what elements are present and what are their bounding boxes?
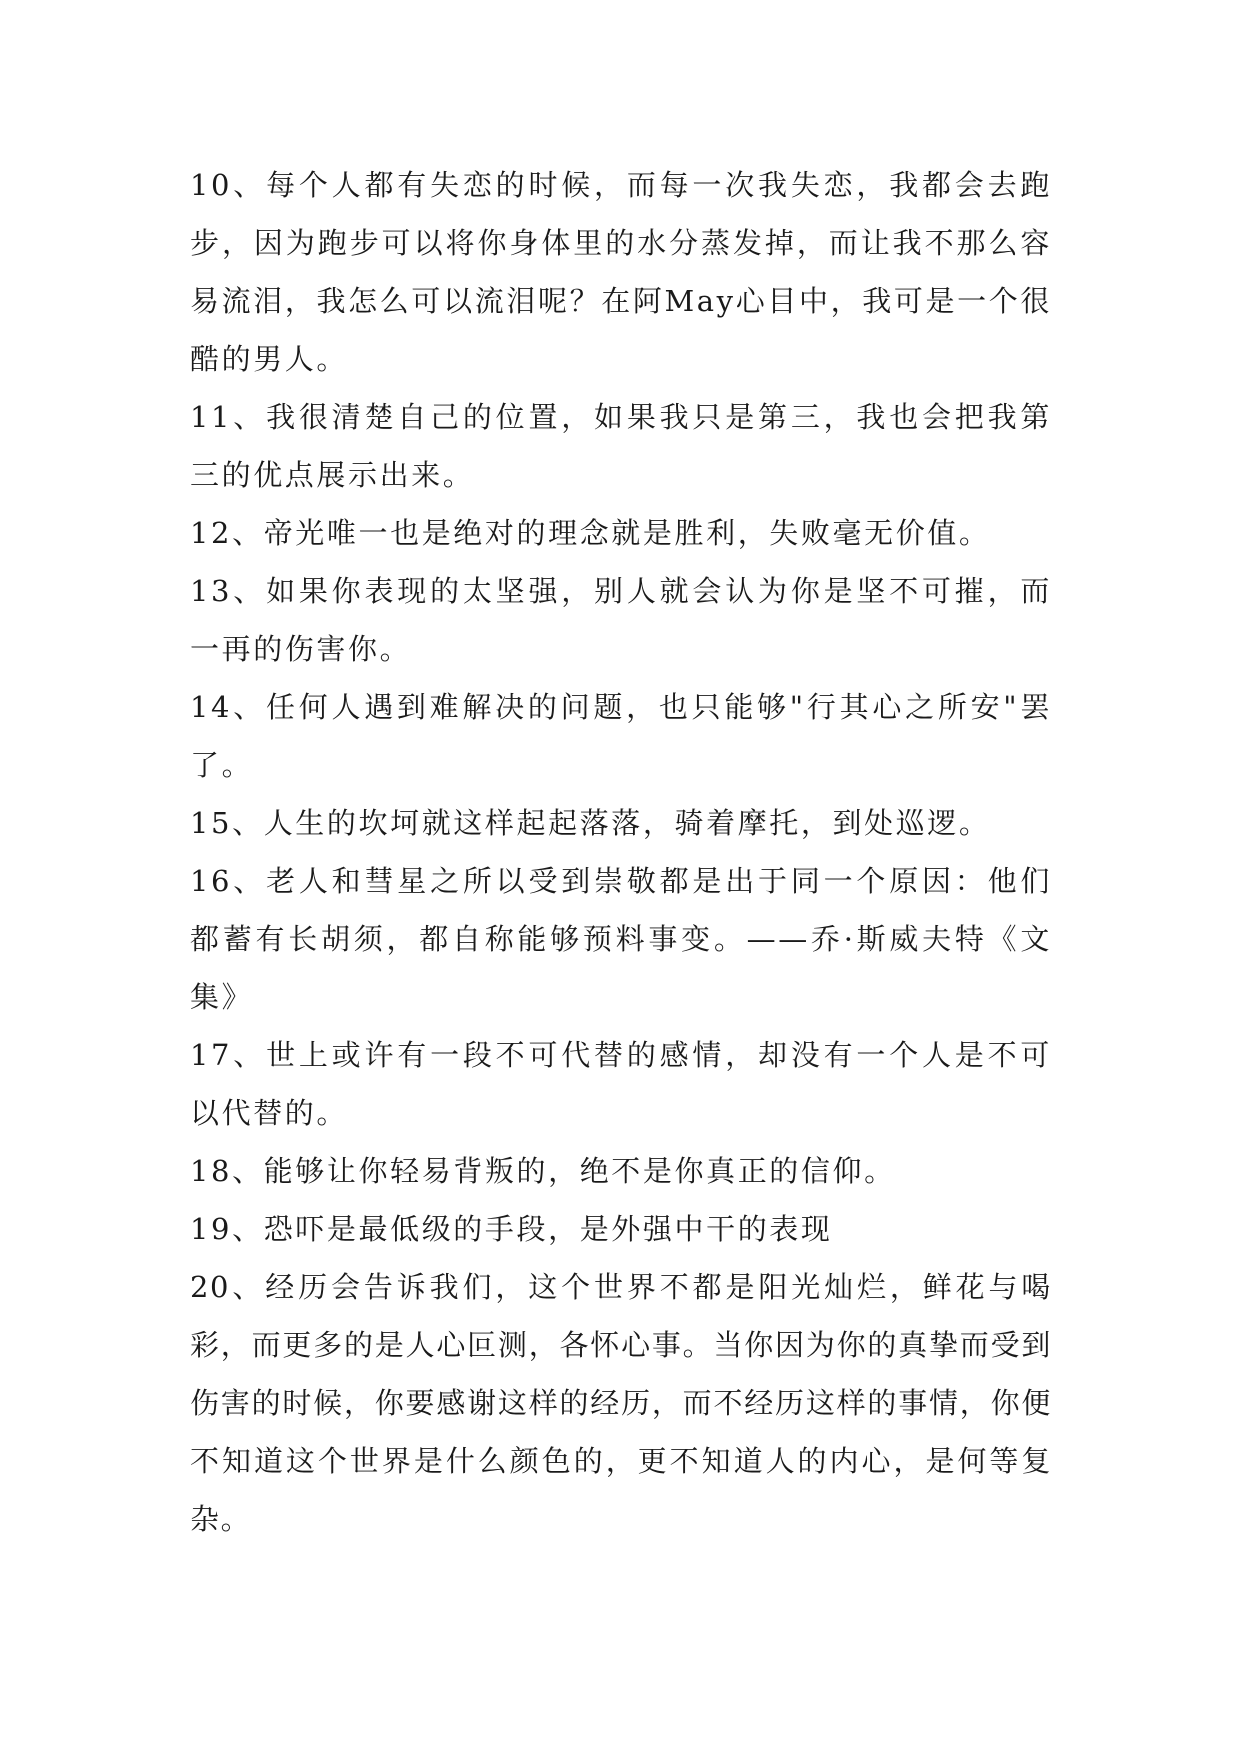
quote-20: 20、经历会告诉我们，这个世界不都是阳光灿烂，鲜花与喝彩，而更多的是人心叵测，各怀心事。当你因为你的真挚而受到伤害的时候，你要感谢这样的经历，而不经历这样的事情，你便不知道这个世界是什么颜色的，更不知道人的内心，是何等复杂。: [190, 1270, 1052, 1536]
quote-15: 15、人生的坎坷就这样起起落落，骑着摩托，到处巡逻。: [190, 806, 991, 840]
quote-13: 13、如果你表现的太坚强，别人就会认为你是坚不可摧，而一再的伤害你。: [190, 574, 1052, 666]
quote-18: 18、能够让你轻易背叛的，绝不是你真正的信仰。: [190, 1154, 896, 1188]
quote-12: 12、帝光唯一也是绝对的理念就是胜利，失败毫无价值。: [190, 516, 991, 550]
document-body: [190, 156, 1052, 1548]
quote-16: 16、老人和彗星之所以受到崇敬都是出于同一个原因：他们都蓄有长胡须，都自称能够预料事变。——乔·斯威夫特《文集》: [190, 864, 1052, 1014]
quote-19: 19、恐吓是最低级的手段，是外强中干的表现: [190, 1212, 833, 1246]
quote-14: 14、任何人遇到难解决的问题，也只能够"行其心之所安"罢了。: [190, 690, 1052, 782]
quote-17: 17、世上或许有一段不可代替的感情，却没有一个人是不可以代替的。: [190, 1038, 1052, 1130]
quote-11: 11、我很清楚自己的位置，如果我只是第三，我也会把我第三的优点展示出来。: [190, 400, 1052, 492]
quote-10: 10、每个人都有失恋的时候，而每一次我失恋，我都会去跑步，因为跑步可以将你身体里的水分蒸发掉，而让我不那么容易流泪，我怎么可以流泪呢？在阿May心目中，我可是一个很酷的男人。: [190, 168, 1052, 376]
